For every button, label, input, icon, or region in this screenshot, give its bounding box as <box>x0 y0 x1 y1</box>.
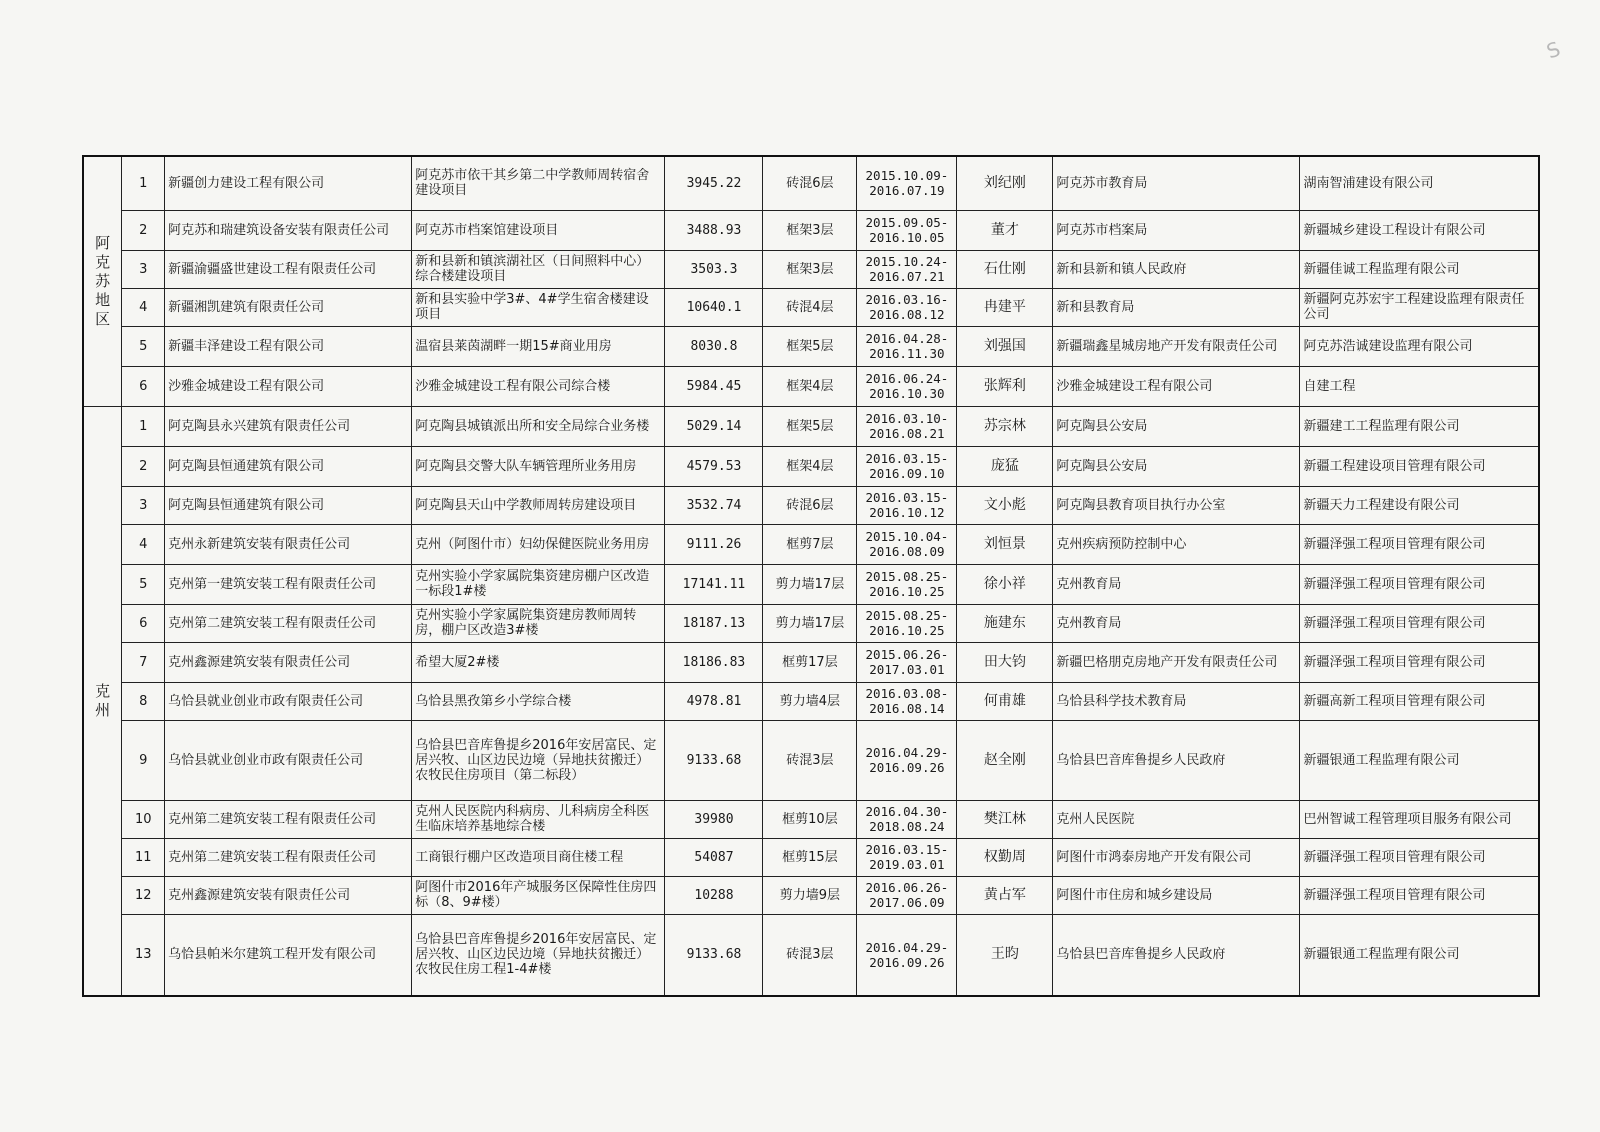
construction-period <box>857 446 957 486</box>
supervision-unit: 新疆城乡建设工程设计有限公司 <box>1300 210 1539 250</box>
period-end: 2016.08.14 <box>869 701 945 716</box>
structure-type: 框剪10层 <box>763 800 857 838</box>
supervision-unit: 新疆泽强工程项目管理有限公司 <box>1300 876 1539 914</box>
construction-period <box>857 524 957 564</box>
period-end: 2016.10.25 <box>869 584 945 599</box>
structure-type: 框架5层 <box>763 406 857 446</box>
project-manager: 黄占军 <box>957 876 1053 914</box>
row-number: 6 <box>122 366 165 406</box>
project-manager: 赵全刚 <box>957 720 1053 800</box>
project-name: 阿克陶县天山中学教师周转房建设项目 <box>412 486 665 524</box>
period-start: 2015.08.25- <box>865 608 949 623</box>
table-row <box>83 210 1539 250</box>
row-number: 1 <box>122 406 165 446</box>
period-end: 2016.09.26 <box>869 760 945 775</box>
period-end: 2016.08.21 <box>869 426 945 441</box>
row-number: 11 <box>122 838 165 876</box>
project-manager: 庞猛 <box>957 446 1053 486</box>
project-name: 阿图什市2016年产城服务区保障性住房四标（8、9#楼） <box>412 876 665 914</box>
table-row <box>83 288 1539 326</box>
supervision-unit: 湖南智浦建设有限公司 <box>1300 156 1539 210</box>
owner-unit: 新疆巴格朋克房地产开发有限责任公司 <box>1053 642 1300 682</box>
owner-unit: 阿克陶县公安局 <box>1053 406 1300 446</box>
period-end: 2016.07.19 <box>869 183 945 199</box>
owner-unit: 新和县教育局 <box>1053 288 1300 326</box>
project-name: 克州（阿图什市）妇幼保健医院业务用房 <box>412 524 665 564</box>
contractor-name: 阿克陶县恒通建筑有限公司 <box>165 446 412 486</box>
project-manager: 何甫雄 <box>957 682 1053 720</box>
construction-period <box>857 682 957 720</box>
period-end: 2016.08.12 <box>869 307 945 322</box>
contractor-name: 新疆湘凯建筑有限责任公司 <box>165 288 412 326</box>
owner-unit: 克州教育局 <box>1053 564 1300 604</box>
project-manager: 刘强国 <box>957 326 1053 366</box>
structure-type: 框剪15层 <box>763 838 857 876</box>
contractor-name: 乌恰县就业创业市政有限责任公司 <box>165 682 412 720</box>
construction-period <box>857 406 957 446</box>
project-manager: 徐小祥 <box>957 564 1053 604</box>
owner-unit: 乌恰县科学技术教育局 <box>1053 682 1300 720</box>
owner-unit: 沙雅金城建设工程有限公司 <box>1053 366 1300 406</box>
structure-type: 砖混3层 <box>763 720 857 800</box>
supervision-unit: 新疆天力工程建设有限公司 <box>1300 486 1539 524</box>
structure-type: 砖混6层 <box>763 486 857 524</box>
row-number: 5 <box>122 326 165 366</box>
table-row <box>83 876 1539 914</box>
building-area: 18186.83 <box>665 642 763 682</box>
period-start: 2016.04.29- <box>865 939 949 955</box>
period-start: 2016.04.29- <box>865 745 949 760</box>
contractor-name: 阿克苏和瑞建筑设备安装有限责任公司 <box>165 210 412 250</box>
building-area: 54087 <box>665 838 763 876</box>
structure-type: 框剪17层 <box>763 642 857 682</box>
supervision-unit: 自建工程 <box>1300 366 1539 406</box>
building-area: 3503.3 <box>665 250 763 288</box>
structure-type: 框架3层 <box>763 210 857 250</box>
building-area: 4978.81 <box>665 682 763 720</box>
supervision-unit: 新疆泽强工程项目管理有限公司 <box>1300 838 1539 876</box>
contractor-name: 新疆渝疆盛世建设工程有限责任公司 <box>165 250 412 288</box>
period-end: 2016.07.21 <box>869 269 945 284</box>
building-area: 17141.11 <box>665 564 763 604</box>
region-label: 阿克苏地区 <box>95 233 111 328</box>
row-number: 12 <box>122 876 165 914</box>
contractor-name: 沙雅金城建设工程有限公司 <box>165 366 412 406</box>
project-manager: 刘纪刚 <box>957 156 1053 210</box>
table-row <box>83 720 1539 800</box>
table-row <box>83 250 1539 288</box>
project-manager: 文小彪 <box>957 486 1053 524</box>
row-number: 3 <box>122 250 165 288</box>
project-manager: 田大钧 <box>957 642 1053 682</box>
period-start: 2015.09.05- <box>865 215 949 230</box>
project-name: 阿克苏市档案馆建设项目 <box>412 210 665 250</box>
table-row <box>83 914 1539 996</box>
supervision-unit: 新疆泽强工程项目管理有限公司 <box>1300 524 1539 564</box>
project-name: 克州人民医院内科病房、儿科病房全科医生临床培养基地综合楼 <box>412 800 665 838</box>
period-start: 2016.06.24- <box>865 371 949 386</box>
period-end: 2016.10.30 <box>869 386 945 401</box>
period-end: 2016.09.10 <box>869 466 945 481</box>
table-row <box>83 682 1539 720</box>
supervision-unit: 巴州智诚工程管理项目服务有限公司 <box>1300 800 1539 838</box>
table-row <box>83 838 1539 876</box>
period-end: 2016.10.05 <box>869 230 945 245</box>
supervision-unit: 新疆泽强工程项目管理有限公司 <box>1300 642 1539 682</box>
project-name: 乌恰县巴音库鲁提乡2016年安居富民、定居兴牧、山区边民边境（异地扶贫搬迁）农牧民住房项目（第二标段） <box>412 720 665 800</box>
period-end: 2016.11.30 <box>869 346 945 361</box>
owner-unit: 阿图什市住房和城乡建设局 <box>1053 876 1300 914</box>
owner-unit: 乌恰县巴音库鲁提乡人民政府 <box>1053 720 1300 800</box>
project-table <box>82 155 1540 997</box>
supervision-unit: 新疆高新工程项目管理有限公司 <box>1300 682 1539 720</box>
building-area: 3488.93 <box>665 210 763 250</box>
contractor-name: 克州第二建筑安装工程有限责任公司 <box>165 800 412 838</box>
project-manager: 董才 <box>957 210 1053 250</box>
period-start: 2015.10.24- <box>865 254 949 269</box>
building-area: 3532.74 <box>665 486 763 524</box>
row-number: 3 <box>122 486 165 524</box>
table-row <box>83 156 1539 210</box>
project-manager: 苏宗林 <box>957 406 1053 446</box>
owner-unit: 新疆瑞鑫星城房地产开发有限责任公司 <box>1053 326 1300 366</box>
project-name: 阿克陶县交警大队车辆管理所业务用房 <box>412 446 665 486</box>
structure-type: 框架5层 <box>763 326 857 366</box>
project-name: 乌恰县巴音库鲁提乡2016年安居富民、定居兴牧、山区边民边境（异地扶贫搬迁）农牧民住房工程1-4#楼 <box>412 914 665 996</box>
structure-type: 砖混4层 <box>763 288 857 326</box>
row-number: 2 <box>122 210 165 250</box>
construction-period <box>857 564 957 604</box>
period-start: 2016.03.15- <box>865 842 949 857</box>
structure-type: 框剪7层 <box>763 524 857 564</box>
row-number: 9 <box>122 720 165 800</box>
region-cell <box>83 156 122 406</box>
period-end: 2016.08.09 <box>869 544 945 559</box>
contractor-name: 克州鑫源建筑安装有限责任公司 <box>165 876 412 914</box>
construction-period <box>857 876 957 914</box>
supervision-unit: 阿克苏浩诚建设监理有限公司 <box>1300 326 1539 366</box>
corner-mark: S <box>1543 36 1564 64</box>
construction-period <box>857 720 957 800</box>
contractor-name: 克州第二建筑安装工程有限责任公司 <box>165 838 412 876</box>
owner-unit: 阿克苏市档案局 <box>1053 210 1300 250</box>
building-area: 3945.22 <box>665 156 763 210</box>
contractor-name: 阿克陶县恒通建筑有限公司 <box>165 486 412 524</box>
project-manager: 樊江林 <box>957 800 1053 838</box>
contractor-name: 阿克陶县永兴建筑有限责任公司 <box>165 406 412 446</box>
period-start: 2016.03.15- <box>865 490 949 505</box>
region-label: 克州 <box>95 681 111 719</box>
building-area: 5029.14 <box>665 406 763 446</box>
table-row <box>83 486 1539 524</box>
structure-type: 框架4层 <box>763 366 857 406</box>
table-row <box>83 326 1539 366</box>
period-start: 2015.10.09- <box>865 168 949 184</box>
supervision-unit: 新疆银通工程监理有限公司 <box>1300 720 1539 800</box>
construction-period <box>857 914 957 996</box>
table-row <box>83 564 1539 604</box>
project-name: 乌恰县黑孜第乡小学综合楼 <box>412 682 665 720</box>
owner-unit: 阿克陶县教育项目执行办公室 <box>1053 486 1300 524</box>
period-start: 2016.03.16- <box>865 292 949 307</box>
period-start: 2016.04.30- <box>865 804 949 819</box>
construction-period <box>857 326 957 366</box>
row-number: 1 <box>122 156 165 210</box>
building-area: 9111.26 <box>665 524 763 564</box>
period-start: 2016.03.10- <box>865 411 949 426</box>
contractor-name: 新疆创力建设工程有限公司 <box>165 156 412 210</box>
construction-period <box>857 642 957 682</box>
building-area: 39980 <box>665 800 763 838</box>
period-start: 2016.06.26- <box>865 880 949 895</box>
period-start: 2016.03.08- <box>865 686 949 701</box>
project-manager: 权勤周 <box>957 838 1053 876</box>
construction-period <box>857 250 957 288</box>
supervision-unit: 新疆阿克苏宏宇工程建设监理有限责任公司 <box>1300 288 1539 326</box>
table-row <box>83 446 1539 486</box>
row-number: 7 <box>122 642 165 682</box>
project-name: 沙雅金城建设工程有限公司综合楼 <box>412 366 665 406</box>
project-name: 克州实验小学家属院集资建房教师周转房，棚户区改造3#楼 <box>412 604 665 642</box>
owner-unit: 阿克苏市教育局 <box>1053 156 1300 210</box>
row-number: 6 <box>122 604 165 642</box>
supervision-unit: 新疆泽强工程项目管理有限公司 <box>1300 564 1539 604</box>
owner-unit: 阿克陶县公安局 <box>1053 446 1300 486</box>
structure-type: 剪力墙9层 <box>763 876 857 914</box>
row-number: 8 <box>122 682 165 720</box>
contractor-name: 克州永新建筑安装有限责任公司 <box>165 524 412 564</box>
construction-period <box>857 486 957 524</box>
project-manager: 冉建平 <box>957 288 1053 326</box>
table-body <box>83 156 1539 996</box>
period-end: 2019.03.01 <box>869 857 945 872</box>
contractor-name: 克州第一建筑安装工程有限责任公司 <box>165 564 412 604</box>
project-name: 希望大厦2#楼 <box>412 642 665 682</box>
row-number: 2 <box>122 446 165 486</box>
project-manager: 王昀 <box>957 914 1053 996</box>
row-number: 4 <box>122 288 165 326</box>
period-end: 2018.08.24 <box>869 819 945 834</box>
table-row <box>83 642 1539 682</box>
row-number: 5 <box>122 564 165 604</box>
construction-period <box>857 800 957 838</box>
building-area: 9133.68 <box>665 914 763 996</box>
period-end: 2017.06.09 <box>869 895 945 910</box>
project-name: 阿克陶县城镇派出所和安全局综合业务楼 <box>412 406 665 446</box>
project-name: 温宿县莱茵湖畔一期15#商业用房 <box>412 326 665 366</box>
row-number: 10 <box>122 800 165 838</box>
period-start: 2015.06.26- <box>865 647 949 662</box>
supervision-unit: 新疆泽强工程项目管理有限公司 <box>1300 604 1539 642</box>
construction-period <box>857 156 957 210</box>
structure-type: 剪力墙4层 <box>763 682 857 720</box>
row-number: 13 <box>122 914 165 996</box>
structure-type: 框架4层 <box>763 446 857 486</box>
building-area: 18187.13 <box>665 604 763 642</box>
project-name: 新和县新和镇滨湖社区（日间照料中心）综合楼建设项目 <box>412 250 665 288</box>
construction-period <box>857 838 957 876</box>
table-row <box>83 366 1539 406</box>
period-end: 2016.10.12 <box>869 505 945 520</box>
supervision-unit: 新疆建工工程监理有限公司 <box>1300 406 1539 446</box>
structure-type: 剪力墙17层 <box>763 604 857 642</box>
period-start: 2015.08.25- <box>865 569 949 584</box>
building-area: 5984.45 <box>665 366 763 406</box>
period-start: 2016.03.15- <box>865 451 949 466</box>
construction-period <box>857 288 957 326</box>
project-name: 阿克苏市依干其乡第二中学教师周转宿舍建设项目 <box>412 156 665 210</box>
structure-type: 砖混3层 <box>763 914 857 996</box>
supervision-unit: 新疆银通工程监理有限公司 <box>1300 914 1539 996</box>
project-manager: 张辉利 <box>957 366 1053 406</box>
period-start: 2016.04.28- <box>865 331 949 346</box>
structure-type: 砖混6层 <box>763 156 857 210</box>
contractor-name: 克州第二建筑安装工程有限责任公司 <box>165 604 412 642</box>
supervision-unit: 新疆佳诚工程监理有限公司 <box>1300 250 1539 288</box>
building-area: 10640.1 <box>665 288 763 326</box>
construction-period <box>857 210 957 250</box>
table-row <box>83 406 1539 446</box>
project-manager: 石仕刚 <box>957 250 1053 288</box>
period-end: 2016.10.25 <box>869 623 945 638</box>
structure-type: 剪力墙17层 <box>763 564 857 604</box>
project-name: 工商银行棚户区改造项目商住楼工程 <box>412 838 665 876</box>
owner-unit: 阿图什市鸿泰房地产开发有限公司 <box>1053 838 1300 876</box>
period-end: 2017.03.01 <box>869 662 945 677</box>
contractor-name: 乌恰县帕米尔建筑工程开发有限公司 <box>165 914 412 996</box>
construction-period <box>857 604 957 642</box>
owner-unit: 乌恰县巴音库鲁提乡人民政府 <box>1053 914 1300 996</box>
construction-period <box>857 366 957 406</box>
building-area: 4579.53 <box>665 446 763 486</box>
owner-unit: 新和县新和镇人民政府 <box>1053 250 1300 288</box>
owner-unit: 克州疾病预防控制中心 <box>1053 524 1300 564</box>
table-row <box>83 524 1539 564</box>
supervision-unit: 新疆工程建设项目管理有限公司 <box>1300 446 1539 486</box>
period-start: 2015.10.04- <box>865 529 949 544</box>
region-cell <box>83 406 122 996</box>
table-row <box>83 604 1539 642</box>
period-end: 2016.09.26 <box>869 954 945 970</box>
contractor-name: 乌恰县就业创业市政有限责任公司 <box>165 720 412 800</box>
structure-type: 框架3层 <box>763 250 857 288</box>
project-name: 克州实验小学家属院集资建房棚户区改造一标段1#楼 <box>412 564 665 604</box>
project-manager: 刘恒景 <box>957 524 1053 564</box>
project-name: 新和县实验中学3#、4#学生宿舍楼建设项目 <box>412 288 665 326</box>
contractor-name: 新疆丰泽建设工程有限公司 <box>165 326 412 366</box>
owner-unit: 克州教育局 <box>1053 604 1300 642</box>
building-area: 10288 <box>665 876 763 914</box>
project-manager: 施建东 <box>957 604 1053 642</box>
owner-unit: 克州人民医院 <box>1053 800 1300 838</box>
table-row <box>83 800 1539 838</box>
row-number: 4 <box>122 524 165 564</box>
contractor-name: 克州鑫源建筑安装有限责任公司 <box>165 642 412 682</box>
building-area: 8030.8 <box>665 326 763 366</box>
building-area: 9133.68 <box>665 720 763 800</box>
